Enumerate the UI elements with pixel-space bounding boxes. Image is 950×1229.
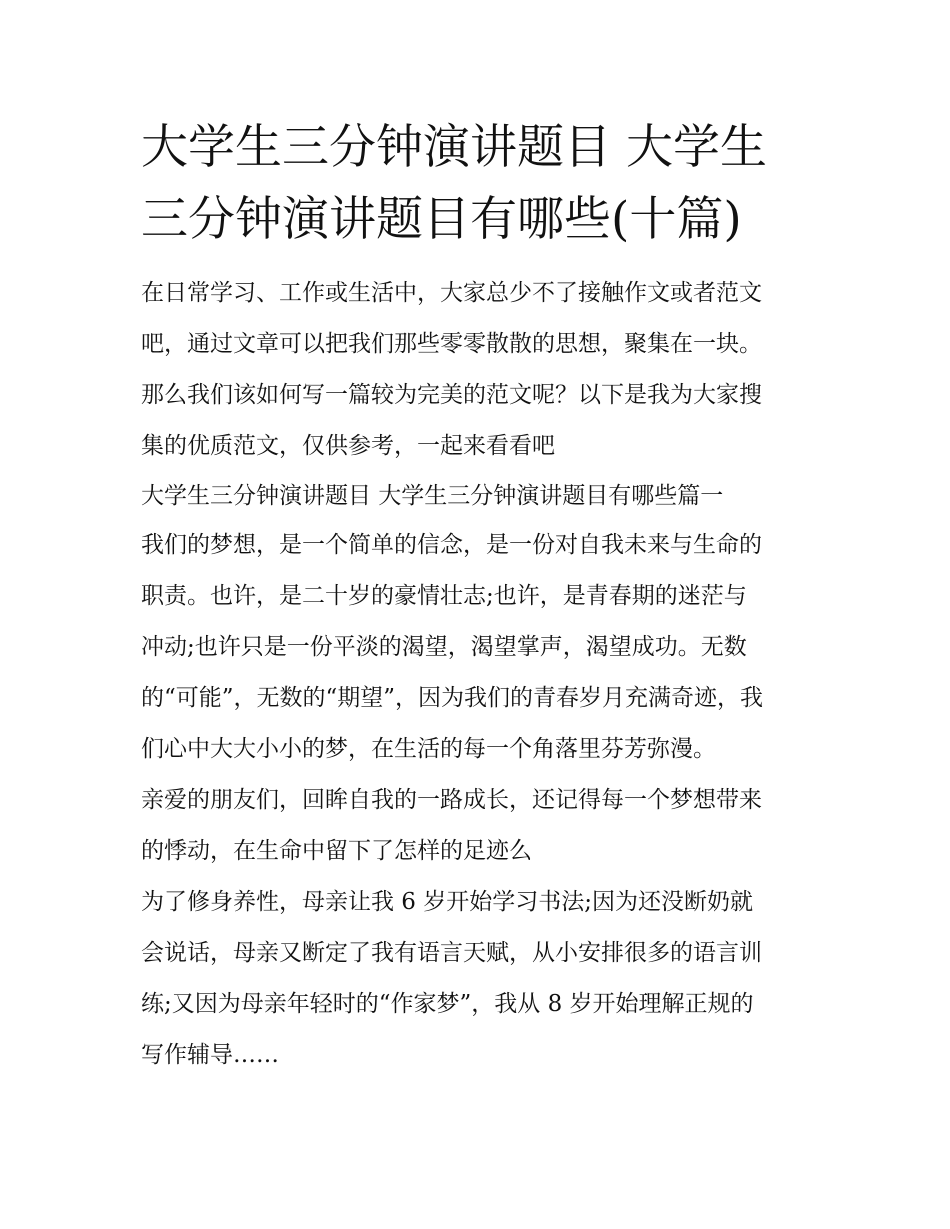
body-paragraph: 为了修身养性，母亲让我 6 岁开始学习书法;因为还没断奶就 会说话，母亲又断定了我有语言天赋，从小安排很多的语言训 练;又因为母亲年轻时的“作家梦”，我从 8 岁开始理解正规的 写作辅导…… xyxy=(141,889,762,1068)
body-paragraph: 我们的梦想，是一个简单的信念，是一份对自我未来与生命的 职责。也许，是二十岁的豪情壮志;也许，是青春期的迷茫与 冲动;也许只是一份平淡的渴望，渴望掌声，渴望成功。无数 的“可能”，无数的“期望”，因为我们的青春岁月充满奇迹，我 们心中大大小小的梦，在生活的每一个角落里芬芳弥漫。 xyxy=(141,532,764,762)
body-paragraph: 亲爱的朋友们，回眸自我的一路成长，还记得每一个梦想带来 的悸动，在生命中留下了怎样的足迹么 xyxy=(141,787,762,864)
document-title: 大学生三分钟演讲题目 大学生 三分钟演讲题目有哪些(十篇) xyxy=(141,120,767,247)
intro-paragraph: 在日常学习、工作或生活中，大家总少不了接触作文或者范文 吧，通过文章可以把我们那些零零散散的思想，聚集在一块。 那么我们该如何写一篇较为完美的范文呢？以下是我为大家搜 集的优质范文，仅供参考，一起来看看吧 xyxy=(141,280,762,459)
section-heading: 大学生三分钟演讲题目 大学生三分钟演讲题目有哪些篇一 xyxy=(141,483,724,509)
document-page xyxy=(141,112,821,1081)
